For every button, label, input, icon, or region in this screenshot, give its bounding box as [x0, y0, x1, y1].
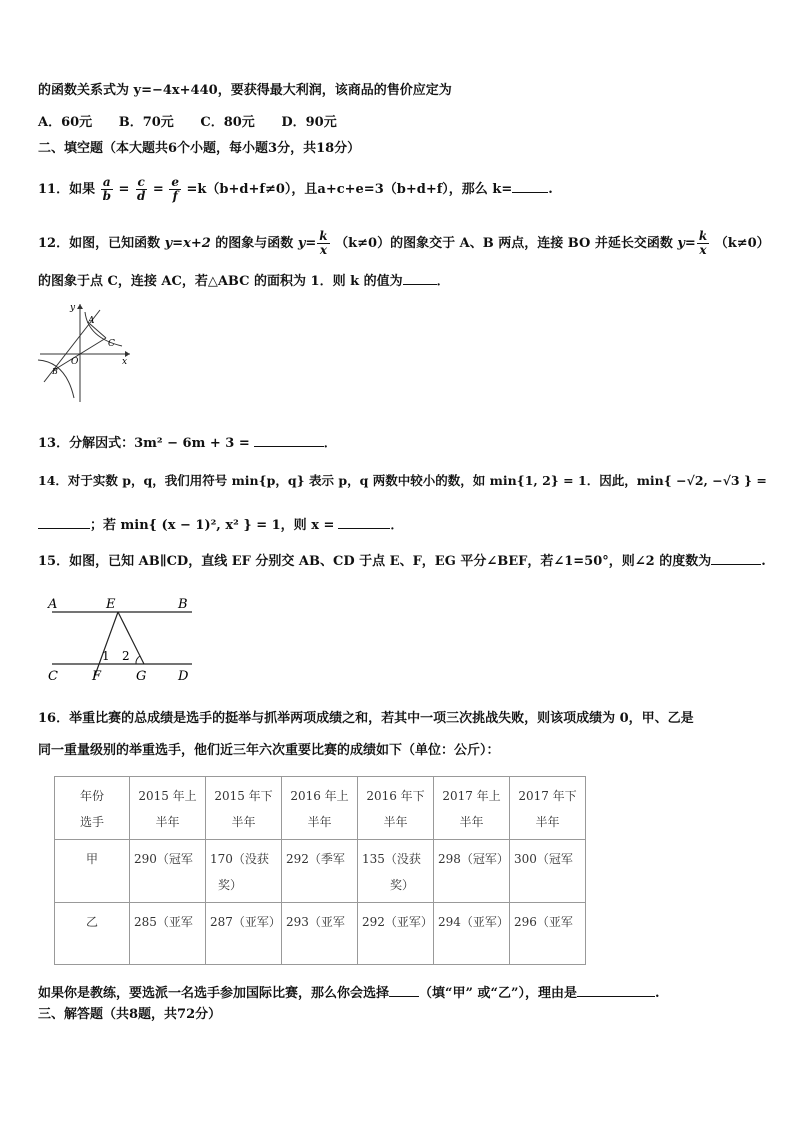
- table-cell: [358, 903, 434, 965]
- header-text: 半年: [383, 815, 408, 829]
- question-15: [38, 550, 766, 571]
- cell-text: 296（亚军: [514, 915, 573, 929]
- y-axis-arrow-icon: [77, 304, 83, 309]
- table-header-row: [55, 777, 586, 840]
- table-cell: [282, 903, 358, 965]
- q11-prefix: 11．如果: [38, 182, 96, 197]
- cell-text: 奖）: [390, 878, 415, 892]
- label-a: A: [88, 316, 95, 326]
- q16-answer-blank-2[interactable]: [577, 982, 655, 997]
- label-c: C: [48, 669, 58, 684]
- q15-end: .: [761, 554, 766, 569]
- label-a: A: [48, 597, 58, 612]
- q15-figure: [44, 592, 204, 688]
- q11-eq1: =: [118, 182, 130, 197]
- player-name: 甲: [55, 840, 130, 903]
- header-cell: [130, 777, 206, 840]
- q12-answer-blank[interactable]: [403, 270, 437, 285]
- option-a: A．60元: [38, 115, 93, 130]
- q12-fd2: x: [699, 243, 707, 257]
- option-c: C．80元: [200, 115, 255, 130]
- cell-text: 294（亚军）: [438, 915, 509, 929]
- cell-text: 300（冠军: [514, 852, 573, 866]
- cell-text: 293（亚军: [286, 915, 345, 929]
- q13-answer-blank[interactable]: [254, 432, 324, 447]
- header-text: 半年: [535, 815, 560, 829]
- angle-2-arc: [136, 656, 140, 664]
- q11-answer-blank[interactable]: [512, 178, 548, 193]
- label-angle-1: 1: [102, 649, 110, 663]
- cell-text: 292（亚军）: [362, 915, 433, 929]
- header-cell: [510, 777, 586, 840]
- label-c: C: [108, 339, 115, 349]
- q16-end: .: [654, 986, 660, 1001]
- table-row: [55, 903, 586, 965]
- question-14-line2: [38, 514, 403, 535]
- q10-stem: 的函数关系式为 y=−4x+440，要获得最大利润，该商品的售价应定为: [38, 83, 452, 98]
- q16-line3b: （填“甲” 或“乙”），理由是: [419, 986, 577, 1001]
- question-16-line2: 同一重量级别的举重选手，他们近三年六次重要比赛的成绩如下（单位：公斤）：: [38, 743, 500, 758]
- q11-f2-num: c: [137, 175, 145, 189]
- header-cell: [282, 777, 358, 840]
- header-cell: [206, 777, 282, 840]
- cell-text: 298（冠军）: [438, 852, 509, 866]
- section-3-heading: 三、解答题（共8题，共72分）: [38, 1007, 222, 1022]
- question-16-line1: 16．举重比赛的总成绩是选手的挺举与抓举两项成绩之和，若其中一项三次挑战失败，则该项成绩为 0，甲、乙是: [38, 711, 694, 726]
- cell-text: 290（冠军: [134, 852, 193, 866]
- label-angle-2: 2: [122, 649, 130, 663]
- q11-suffix: =k（b+d+f≠0），且a+c+e=3（b+d+f），那么 k=: [186, 182, 513, 197]
- q12-fn2: k: [698, 229, 708, 243]
- label-f: F: [92, 669, 102, 684]
- q12-fn: k: [319, 229, 328, 243]
- q11-f1-den: b: [102, 189, 112, 203]
- table-cell: [434, 840, 510, 903]
- question-12-line1: [38, 230, 770, 257]
- q14-answer-blank-1[interactable]: [38, 514, 90, 529]
- table-cell: [434, 903, 510, 965]
- q12-part1: 12．如图，已知函数: [38, 236, 161, 251]
- cell-text: 292（季军: [286, 852, 345, 866]
- header-text: 2015 年下: [214, 789, 273, 803]
- q12-part2: 的图象与函数: [215, 236, 294, 251]
- q15-text: 15．如图，已知 AB∥CD，直线 EF 分别交 AB、CD 于点 E、F，EG 平分∠BEF，若∠1=50°，则∠2 的度数为: [38, 554, 712, 569]
- q14-line2a: ；若 min{ (x − 1)², x² } = 1，则 x =: [90, 518, 335, 533]
- q13-text: 13．分解因式：3m² − 6m + 3 =: [38, 436, 250, 451]
- table-cell: [130, 840, 206, 903]
- q11-fraction-a-b: [101, 176, 113, 203]
- header-cell: [358, 777, 434, 840]
- question-11: [38, 176, 553, 203]
- label-g: G: [136, 669, 147, 684]
- q11-fraction-c-d: [135, 176, 147, 203]
- label-y: y: [70, 303, 76, 313]
- q12-end: ．: [436, 274, 450, 289]
- section-2-heading: 二、填空题（本大题共6个小题，每小题3分，共18分）: [38, 141, 361, 156]
- q11-f1-num: a: [102, 175, 111, 189]
- table-cell: [510, 903, 586, 965]
- q12-line2: 的图象于点 C，连接 AC，若△ABC 的面积为 1．则 k 的值为: [38, 274, 403, 289]
- q14-end: ．: [390, 518, 404, 533]
- cell-text: 285（亚军: [134, 915, 193, 929]
- header-text: 半年: [307, 815, 332, 829]
- header-text: 2017 年下: [518, 789, 577, 803]
- header-text: 半年: [231, 815, 256, 829]
- header-text: 2017 年上: [442, 789, 501, 803]
- label-x: x: [122, 357, 128, 367]
- q11-eq2: =: [152, 182, 164, 197]
- corner-year: 年份: [79, 789, 104, 803]
- hyperbola-branch-2: [38, 360, 74, 398]
- table-cell: [510, 840, 586, 903]
- q16-line3a: 如果你是教练，要选派一名选手参加国际比赛，那么你会选择: [38, 986, 390, 1001]
- table-cell: [358, 840, 434, 903]
- label-b: B: [52, 367, 58, 376]
- label-d: D: [178, 669, 189, 684]
- label-b: B: [178, 597, 188, 612]
- q16-answer-blank-1[interactable]: [389, 982, 419, 997]
- header-text: 2016 年下: [366, 789, 425, 803]
- q14-line1a: 14．对于实数 p，q，我们用符号 min{p，q} 表示 p，q 两数中较小的数，如 min{1, 2} = 1．因此，: [38, 473, 637, 488]
- score-table: [54, 776, 586, 965]
- header-text: 半年: [459, 815, 484, 829]
- cell-text: 奖）: [218, 878, 243, 892]
- corner-player: 选手: [79, 815, 104, 829]
- q11-f2-den: d: [136, 189, 146, 203]
- q12-ylabel2: y=: [677, 236, 696, 251]
- table-cell: [130, 903, 206, 965]
- table-row: [55, 840, 586, 903]
- q12-fraction-k-x: [317, 230, 329, 257]
- q13-end: ．: [323, 436, 337, 451]
- question-14-line1: [38, 472, 767, 490]
- q12-part4: （k≠0）: [714, 236, 770, 251]
- table-cell: [206, 840, 282, 903]
- header-text: 2016 年上: [290, 789, 349, 803]
- q12-fd: x: [319, 243, 328, 257]
- q14-answer-blank-2[interactable]: [338, 514, 390, 529]
- player-name: 乙: [55, 903, 130, 965]
- question-12-line2: [38, 270, 450, 291]
- label-o: O: [71, 357, 79, 367]
- table-cell: [206, 903, 282, 965]
- cell-text: 287（亚军）: [210, 915, 281, 929]
- table-cell: [282, 840, 358, 903]
- q11-end: .: [548, 182, 553, 197]
- q14-min-expr: min{ −√2, −√3 } =: [636, 473, 767, 488]
- q12-figure: [36, 298, 136, 408]
- q12-ylabel: y=: [297, 236, 317, 251]
- q12-fraction-k-x-2: [697, 230, 709, 257]
- q11-fraction-e-f: [169, 176, 181, 203]
- question-13: [38, 432, 337, 453]
- header-text: 2015 年上: [138, 789, 197, 803]
- q10-options: [38, 114, 359, 132]
- corner-cell: [55, 777, 130, 840]
- q15-answer-blank[interactable]: [711, 550, 761, 565]
- option-d: D．90元: [281, 115, 337, 130]
- cell-text: 170（没获: [210, 852, 269, 866]
- header-text: 半年: [155, 815, 180, 829]
- option-b: B．70元: [118, 115, 174, 130]
- label-e: E: [106, 597, 116, 612]
- q12-func1: y=x+2: [164, 236, 211, 251]
- header-cell: [434, 777, 510, 840]
- cell-text: 135（没获: [362, 852, 421, 866]
- q11-f3-den: f: [172, 189, 178, 203]
- q12-part3: （k≠0）的图象交于 A、B 两点，连接 BO 并延长交函数: [335, 236, 673, 251]
- q11-f3-num: e: [171, 175, 179, 189]
- question-16-line3: [38, 982, 659, 1003]
